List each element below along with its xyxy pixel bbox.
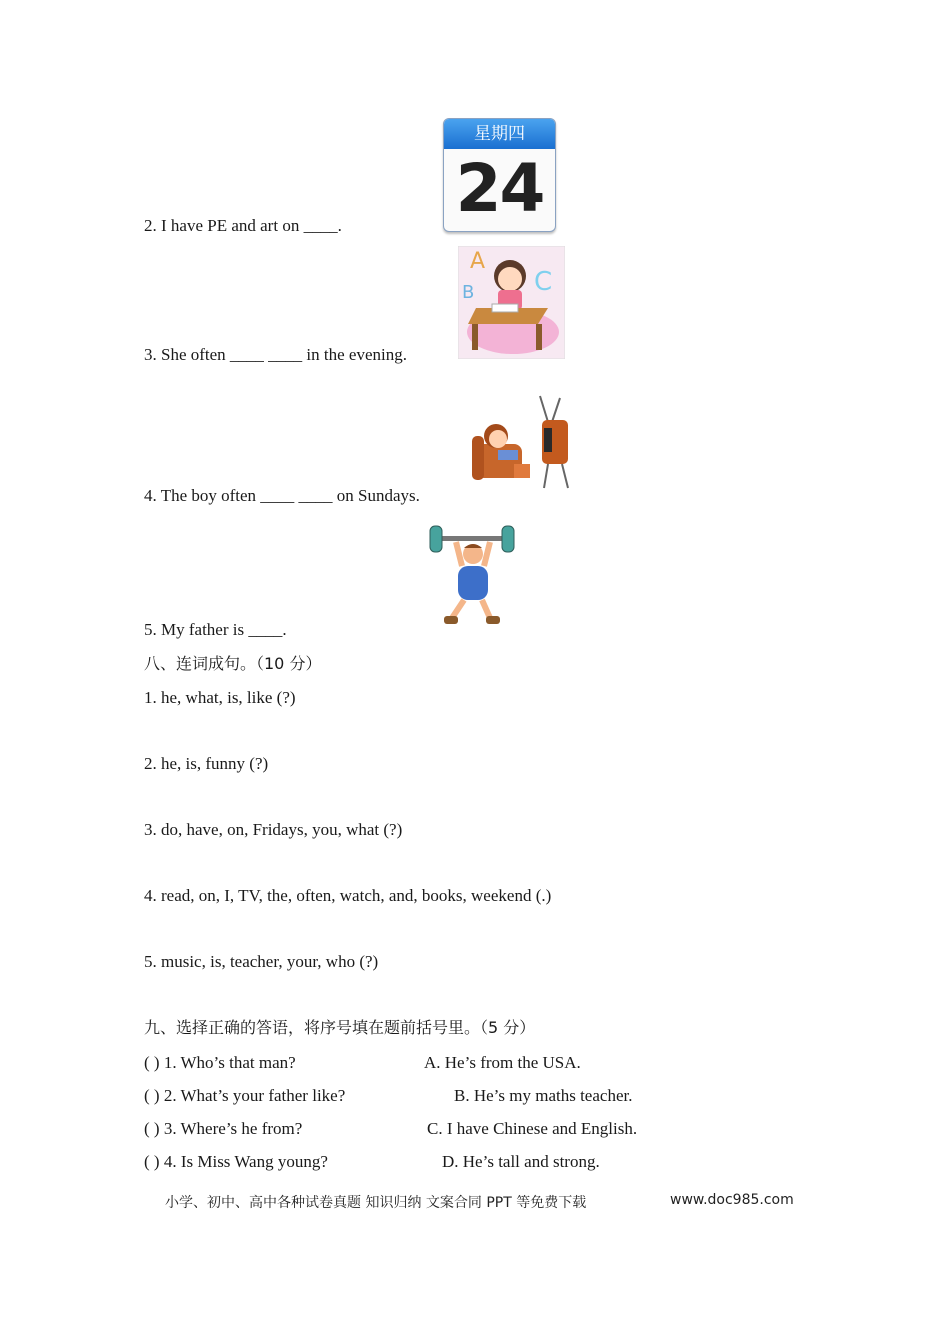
section-9-title: 九、选择正确的答语，将序号填在题前括号里。（5 分） [144,1018,536,1037]
section-9-answer-b: B. He’s my maths teacher. [454,1086,633,1105]
section-9-answer-a: A. He’s from the USA. [424,1053,581,1072]
question-5: 5. My father is ____. [144,620,287,639]
question-4: 4. The boy often ____ ____ on Sundays. [144,486,420,505]
section-8-item-3: 3. do, have, on, Fridays, you, what (?) [144,820,403,839]
svg-text:C: C [534,267,553,297]
girl-studying-image [458,246,565,359]
section-8-item-2: 2. he, is, funny (?) [144,754,269,773]
section-9-question-1: ( ) 1. Who’s that man? [144,1053,296,1072]
section-9-answer-d: D. He’s tall and strong. [442,1152,600,1171]
boy-watching-tv-image [468,394,576,492]
question-3: 3. She often ____ ____ in the evening. [144,345,407,364]
calendar-day: 24 [455,150,544,227]
section-9-answer-c: C. I have Chinese and English. [427,1119,638,1138]
section-8-item-5: 5. music, is, teacher, your, who (?) [144,952,379,971]
footer-text: 小学、初中、高中各种试卷真题 知识归纳 文案合同 PPT 等免费下载 [165,1195,587,1211]
section-9-question-2: ( ) 2. What’s your father like? [144,1086,346,1105]
section-8-item-1: 1. he, what, is, like (?) [144,688,296,707]
strong-man-weightlifting-image [428,520,516,628]
section-9-question-4: ( ) 4. Is Miss Wang young? [144,1152,328,1171]
svg-text:A: A [470,249,486,274]
footer-url[interactable]: www.doc985.com [670,1192,794,1208]
svg-text:B: B [462,282,475,303]
calendar-thursday-24-image [443,118,556,232]
question-2: 2. I have PE and art on ____. [144,216,342,235]
section-8-item-4: 4. read, on, I, TV, the, often, watch, and, books, weekend (.) [144,886,552,905]
calendar-weekday: 星期四 [444,119,555,149]
section-9-question-3: ( ) 3. Where’s he from? [144,1119,303,1138]
section-8-title: 八、连词成句。（10 分） [144,654,322,673]
